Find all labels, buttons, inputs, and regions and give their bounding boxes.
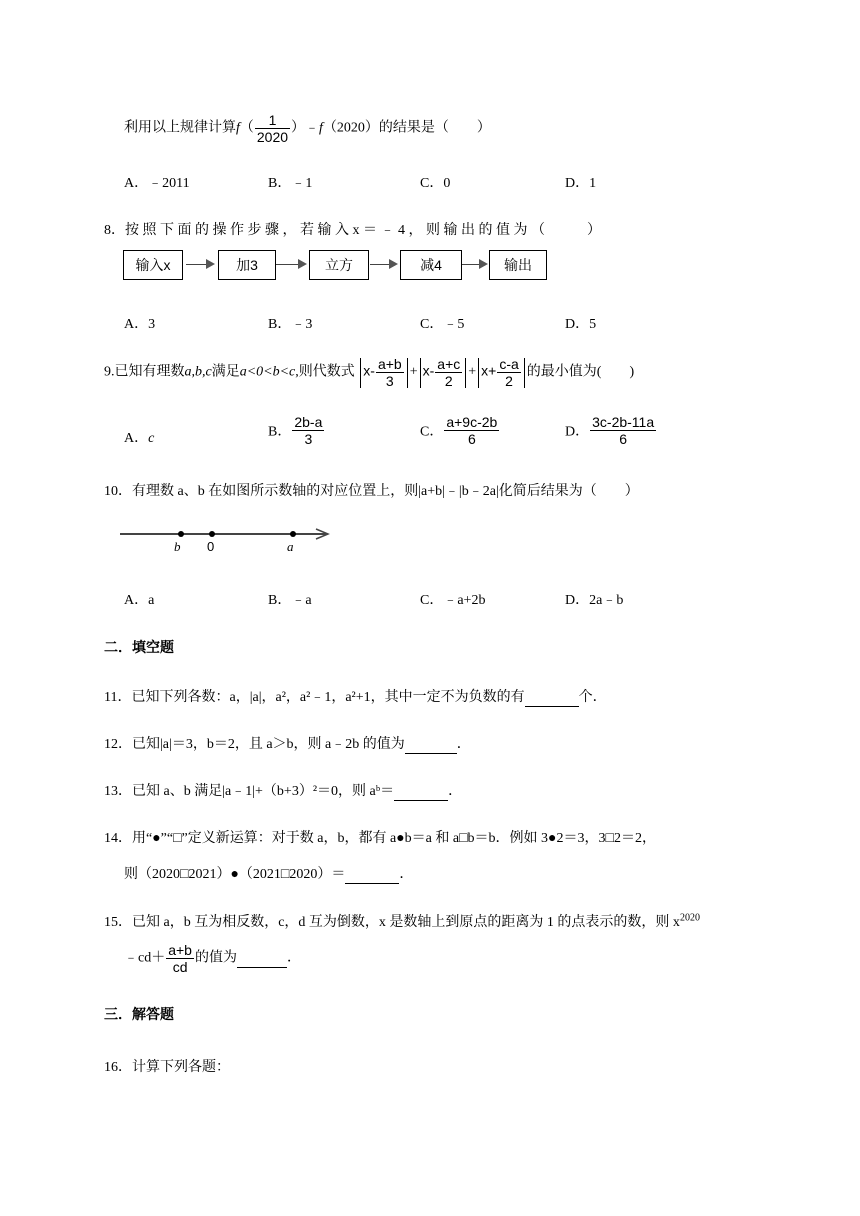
frac-den: 6	[444, 430, 499, 447]
number-line-figure	[118, 522, 338, 556]
q7-stem	[124, 112, 491, 145]
q8-option-c[interactable]: C．﹣5	[420, 317, 465, 332]
option-value: c	[148, 431, 155, 446]
flow-arrow	[370, 264, 390, 265]
answer-blank[interactable]	[405, 737, 457, 754]
q9-frac3-num: c-a	[499, 356, 519, 372]
q9-frac3-den: 2	[497, 372, 520, 389]
q15-stem-line2	[124, 942, 301, 975]
section-title-fill-in: 二．填空题	[104, 641, 174, 656]
flow-box-input: 输入x	[123, 250, 183, 280]
frac-num: a+9c-2b	[446, 414, 498, 430]
flow-arrow	[186, 264, 208, 265]
q7-fraction	[255, 112, 290, 145]
q10-option-d[interactable]: D．2a﹣b	[565, 593, 624, 608]
q10-option-c[interactable]: C．﹣a+2b	[420, 593, 486, 608]
q12-text: 12．已知|a|＝3，b＝2，且 a＞b，则 a﹣2b 的值为	[104, 737, 405, 752]
q11-stem	[104, 686, 607, 707]
arrow-icon	[206, 259, 215, 269]
q14-end: ．	[399, 867, 414, 882]
q9-frac1-den: 3	[376, 372, 404, 389]
q9-x1: x-	[363, 362, 375, 379]
q7-option-b[interactable]: B．﹣1	[268, 176, 313, 191]
frac-den: cd	[166, 958, 194, 975]
q9-option-c[interactable]	[420, 414, 500, 447]
abs-bar	[420, 358, 421, 388]
abs-bar	[478, 358, 479, 388]
q12-stem	[104, 733, 471, 754]
frac-num: a+b	[168, 942, 192, 958]
q10-stem: 10．有理数 a、b 在如图所示数轴的对应位置上，则|a+b|﹣|b﹣2a|化简后结果为（ ）	[104, 484, 639, 499]
q7-option-a[interactable]: A．﹣2011	[124, 176, 190, 191]
q9-frac2-den: 2	[435, 372, 462, 389]
q9-vars: a,b,c	[184, 364, 212, 380]
q9-cond: a<0<b<c	[239, 364, 296, 380]
q16-stem: 16．计算下列各题：	[104, 1060, 230, 1075]
frac-num: 2b-a	[294, 414, 323, 430]
abs-bar	[407, 358, 408, 388]
q15-stem-line1	[104, 911, 700, 931]
q7-frac-num: 1	[268, 112, 277, 128]
q8-option-a[interactable]: A．3	[124, 317, 156, 332]
q9-frac3	[497, 356, 520, 389]
q12-end: ．	[456, 737, 471, 752]
axis-label-a: a	[287, 539, 294, 554]
section-title-solve: 三．解答题	[104, 1008, 174, 1023]
answer-blank[interactable]	[237, 951, 287, 968]
q13-text: 13．已知 a、b 满足|a﹣1|+（b+3）²＝0，则 aᵇ＝	[104, 784, 395, 799]
q9-option-d[interactable]	[565, 414, 657, 447]
option-label: B．	[268, 424, 292, 440]
answer-blank[interactable]	[345, 867, 399, 884]
flow-arrow	[462, 264, 480, 265]
q10-option-a[interactable]: A．a	[124, 593, 155, 608]
q7-f2: f	[319, 120, 323, 136]
q9-stem	[104, 356, 634, 389]
point-a	[290, 531, 296, 537]
q7-paren: （	[239, 120, 254, 136]
q9-text-end: 的最小值为( )	[526, 364, 635, 380]
q15-fraction	[166, 942, 194, 975]
q9-x2: x-	[422, 362, 435, 379]
abs-bar	[524, 358, 525, 388]
q9-text: ,则代数式	[295, 364, 355, 380]
frac-den: 6	[590, 430, 656, 447]
axis-label-b: b	[174, 539, 181, 554]
q8-option-d[interactable]: D．5	[565, 317, 597, 332]
point-b	[178, 531, 184, 537]
q7-option-d[interactable]: D．1	[565, 176, 597, 191]
q9-option-b[interactable]	[268, 414, 325, 447]
axis-label-zero: 0	[207, 539, 215, 554]
q9-frac2-num: a+c	[437, 356, 461, 372]
flow-box-cube: 立方	[309, 250, 369, 280]
q9-plus: +	[468, 364, 477, 380]
q7-option-c[interactable]: C．0	[420, 176, 451, 191]
q15-exponent: 2020	[679, 912, 700, 924]
arrow-icon	[389, 259, 398, 269]
q9-option-a[interactable]	[124, 427, 154, 447]
q7-frac-den: 2020	[256, 129, 289, 145]
q14-text: 则（2020□2021）●（2021□2020）＝	[124, 867, 346, 882]
q9-x3: x+	[481, 362, 497, 379]
flow-arrow	[276, 264, 298, 265]
flow-box-add3: 加3	[218, 250, 276, 280]
option-label: D．	[565, 424, 590, 440]
option-fraction	[444, 414, 499, 447]
option-fraction	[292, 414, 324, 447]
q15-text: ﹣cd＋	[124, 950, 166, 966]
q13-end: ．	[448, 784, 463, 799]
arrow-icon	[479, 259, 488, 269]
q10-option-b[interactable]: B．﹣a	[268, 593, 312, 608]
abs-bar	[465, 358, 466, 388]
option-fraction	[590, 414, 656, 447]
answer-blank[interactable]	[394, 784, 448, 801]
q9-text: 9.已知有理数	[104, 364, 185, 380]
q15-text: 15．已知 a，b 互为相反数，c，d 互为倒数，x 是数轴上到原点的距离为 1 的点表示的数，则 x	[104, 915, 680, 930]
answer-blank[interactable]	[525, 690, 579, 707]
q9-plus: +	[409, 364, 418, 380]
q9-frac1	[376, 356, 404, 389]
point-zero	[209, 531, 215, 537]
q14-stem-line1: 14．用“●”“□”定义新运算：对于数 a，b，都有 a●b＝a 和 a□b＝b．例如 3●2＝3，3□2＝2，	[104, 831, 656, 846]
frac-den: 3	[292, 430, 324, 447]
option-label: A．	[124, 431, 149, 446]
q9-text: 满足	[211, 364, 240, 380]
q11-text: 11．已知下列各数：a，|a|，a²，a²﹣1，a²+1，其中一定不为负数的有	[104, 690, 525, 705]
q7-arg: （2020）的结果是（ ）	[322, 120, 491, 136]
q14-stem-line2	[124, 863, 413, 884]
q7-f: f	[236, 120, 240, 136]
q8-option-b[interactable]: B．﹣3	[268, 317, 313, 332]
q7-minus: ﹣	[305, 120, 320, 136]
frac-num: 3c-2b-11a	[592, 414, 655, 430]
q15-text: 的值为	[194, 950, 237, 966]
option-label: C．	[420, 424, 444, 440]
q9-frac2	[435, 356, 462, 389]
arrow-icon	[298, 259, 307, 269]
q9-frac1-num: a+b	[377, 356, 402, 372]
flow-box-sub4: 减4	[400, 250, 462, 280]
q11-end: 个．	[578, 690, 607, 705]
abs-bar	[360, 358, 361, 388]
q8-stem: 8．按 照 下 面 的 操 作 步 骤 ， 若 输 入 x ＝ ﹣ 4 ， 则 输 出 的 值 为 （ ）	[104, 223, 601, 238]
q7-text: 利用以上规律计算	[124, 120, 236, 136]
q15-end: ．	[286, 950, 301, 966]
q7-paren-close: ）	[291, 120, 306, 136]
flow-box-output: 输出	[489, 250, 547, 280]
q13-stem	[104, 780, 462, 801]
